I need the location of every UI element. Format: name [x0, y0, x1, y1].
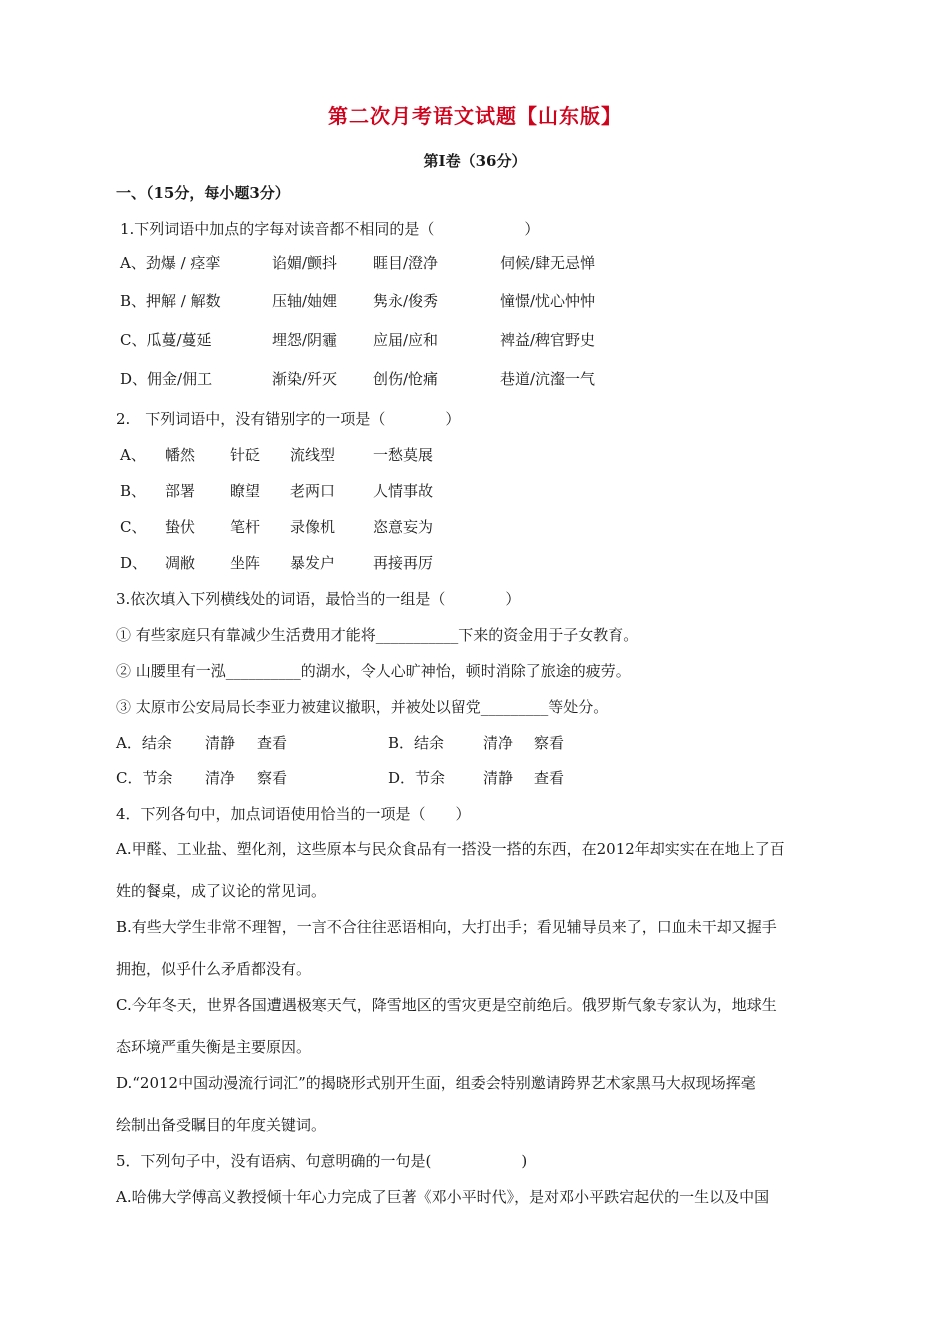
q2-stem: 2. 下列词语中，没有错别字的一项是（ ）: [116, 410, 461, 428]
q3-item-1: ① 有些家庭只有靠减少生活费用才能将___________下来的资金用于子女教育。: [116, 626, 639, 644]
q5-stem: 5．下列句子中，没有语病、句意明确的一句是( ): [116, 1152, 528, 1170]
exam-page: 第二次月考语文试题【山东版】 第Ⅰ卷（36分） 一、（15分，每小题3分） 1.下列词语中加点的字每对读音都不相同的是（ ） A、劲爆 / 痉挛 谄媚/颤抖 睚目/澄净 伺候/肆无忌惮 B、押解 / 解数 压轴/妯娌 隽永/俊秀 憧憬/忧心忡忡 C、瓜蔓/蔓延 埋怨/阴霾 应届/应和 裨益/稗官野史 D、佣金/佣工 渐染/歼灭 创伤/怆痛 巷道/沆瀣一气 2. 下列词语中，没有错别字的一项是（ ） A、 幡然 针砭 流线型 一愁莫展 B、 部署 瞭望 老两口 人情事故 C、 蛰伏 笔杆 录像机 恣意妄为 D、 凋敝 坐阵 暴发户 再接再厉 3.依次填入下列横线处的词语，最恰当的一组是（ ） ① 有些家庭只有靠减少生活费用才能将___________下来的资金用于子女教育。 ② 山腰里有一泓__________的湖水，令人心旷神怡，顿时消除了旅途的疲劳。 ③ 太原市公安局局长李亚力被建议撤职，并被处以留党_________等处分。 A．结余 清静 查看 B．结余 清净 察看 C．节余 清净 察看 D．节余 清静 查看 4．下列各句中，加点词语使用恰当的一项是（ ） A.甲醛、工业盐、塑化剂，这些原本与民众食品有一搭没一搭的东西，在2012年却实实在在地上了百 姓的餐桌，成了议论的常见词。 B.有些大学生非常不理智，一言不合往往恶语相向，大打出手；看见辅导员来了，口血未干却又握手 拥抱，似乎什么矛盾都没有。 C.今年冬天，世界各国遭遇极寒天气，降雪地区的雪灾更是空前绝后。俄罗斯气象专家认为，地球生 态环境严重失衡是主要原因。 D.“2012中国动漫流行词汇”的揭晓形式别开生面，组委会特别邀请跨界艺术家黑马大叔现场挥毫 绘制出备受瞩目的年度关键词。 5．下列句子中，没有语病、句意明确的一句是( ) A.哈佛大学傅高义教授倾十年心力完成了巨著《邓小平时代》，是对邓小平跌宕起伏的一生以及中国: [0, 0, 950, 1344]
q3-item-2: ② 山腰里有一泓__________的湖水，令人心旷神怡，顿时消除了旅途的疲劳。: [116, 662, 631, 680]
q4-stem: 4．下列各句中，加点词语使用恰当的一项是（ ）: [116, 805, 471, 823]
q4-option-a: A.甲醛、工业盐、塑化剂，这些原本与民众食品有一搭没一搭的东西，在2012年却实实在在地上了百: [116, 840, 785, 858]
q4-option-c-cont: 态环境严重失衡是主要原因。: [116, 1038, 312, 1056]
q4-option-c: C.今年冬天，世界各国遭遇极寒天气，降雪地区的雪灾更是空前绝后。俄罗斯气象专家认为，地球生: [116, 996, 777, 1014]
q3-stem: 3.依次填入下列横线处的词语，最恰当的一组是（ ）: [116, 590, 521, 608]
q4-option-b: B.有些大学生非常不理智，一言不合往往恶语相向，大打出手；看见辅导员来了，口血未干却又握手: [116, 918, 777, 936]
q4-option-a-cont: 姓的餐桌，成了议论的常见词。: [116, 882, 327, 900]
q1-stem: 1.下列词语中加点的字每对读音都不相同的是（ ）: [120, 220, 540, 238]
section-heading: 一、（15分，每小题3分）: [116, 184, 290, 202]
q3-item-3: ③ 太原市公安局局长李亚力被建议撤职，并被处以留党_________等处分。: [116, 698, 609, 716]
exam-title: 第二次月考语文试题【山东版】: [328, 104, 622, 128]
q4-option-d: D.“2012中国动漫流行词汇”的揭晓形式别开生面，组委会特别邀请跨界艺术家黑马大叔现场挥毫: [116, 1074, 756, 1092]
paper-subtitle: 第Ⅰ卷（36分）: [423, 152, 527, 170]
q5-option-a: A.哈佛大学傅高义教授倾十年心力完成了巨著《邓小平时代》，是对邓小平跌宕起伏的一生以及中国: [116, 1188, 770, 1206]
q4-option-b-cont: 拥抱，似乎什么矛盾都没有。: [116, 960, 312, 978]
q4-option-d-cont: 绘制出备受瞩目的年度关键词。: [116, 1116, 327, 1134]
